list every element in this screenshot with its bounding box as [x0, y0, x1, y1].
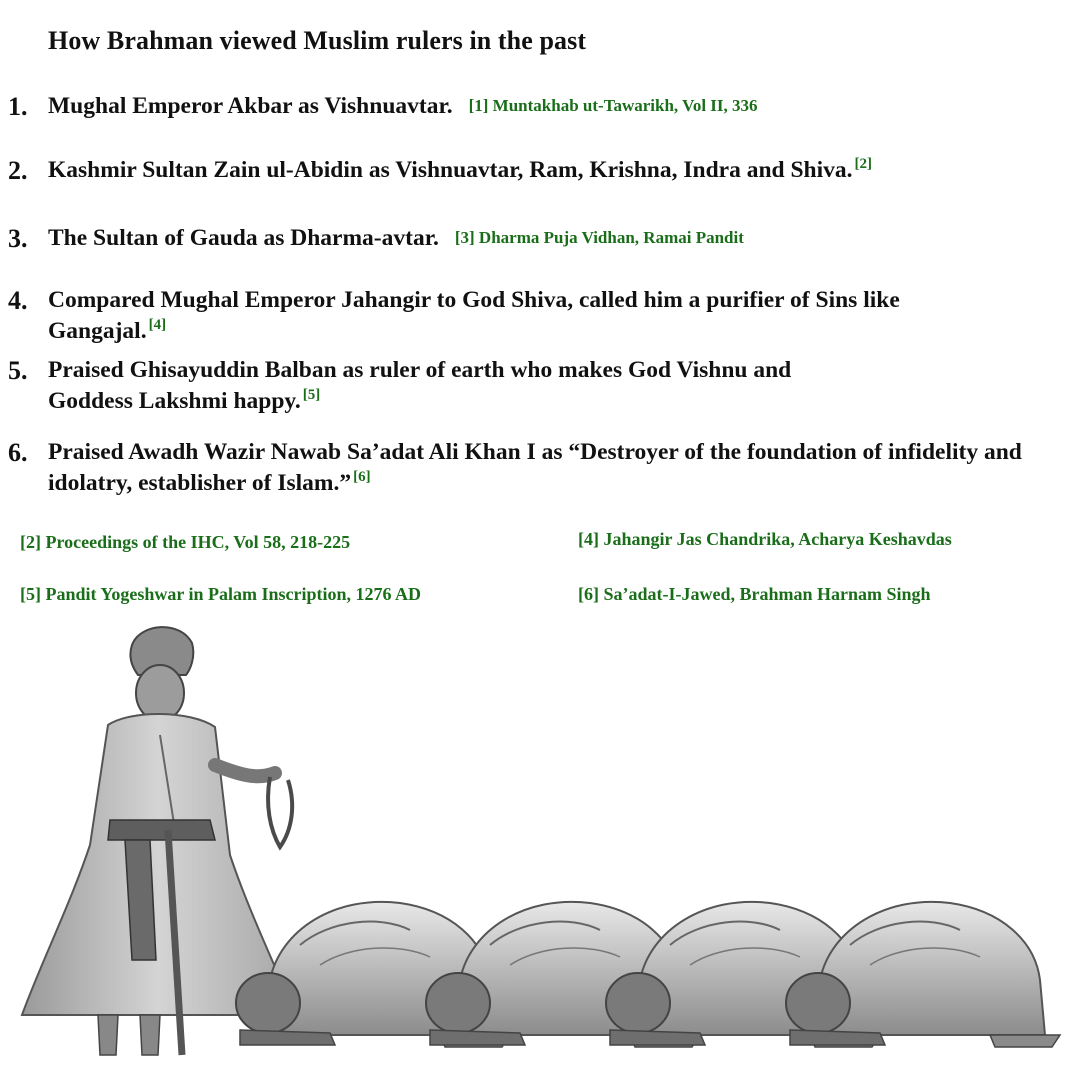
item-number: 5.: [8, 356, 28, 385]
item-number: 1.: [8, 92, 28, 121]
item-number: 6.: [8, 438, 28, 467]
list-item: [8, 355, 1074, 417]
item-text: Kashmir Sultan Zain ul-Abidin as Vishnuavtar, Ram, Krishna, Indra and Shiva.: [48, 157, 853, 183]
item-number: 3.: [8, 224, 28, 253]
item-citation: [1] Muntakhab ut-Tawarikh, Vol II, 336: [468, 96, 758, 115]
footnote-5: [5] Pandit Yogeshwar in Palam Inscription, 1276 AD: [20, 584, 422, 604]
footnote-6: [6] Sa’adat-I-Jawed, Brahman Harnam Singh: [578, 584, 931, 604]
page-title: How Brahman viewed Muslim rulers in the past: [48, 26, 587, 55]
item-text: Praised Awadh Wazir Nawab Sa’adat Ali Khan I as “Destroyer of the foundation of infidelity and idolatry, establisher of Islam.”: [48, 439, 1022, 496]
item-text: Mughal Emperor Akbar as Vishnuavtar.: [48, 93, 453, 119]
footnote-marker: [5]: [302, 387, 321, 404]
list-item: [8, 155, 1074, 186]
item-number: 4.: [8, 286, 28, 315]
footnote-2: [2] Proceedings of the IHC, Vol 58, 218-225: [20, 532, 351, 552]
item-number: 2.: [8, 156, 28, 185]
item-citation: [3] Dharma Puja Vidhan, Ramai Pandit: [454, 228, 744, 247]
footnote-marker: [2]: [854, 156, 872, 173]
item-text: Compared Mughal Emperor Jahangir to God Shiva, called him a purifier of Sins like Gangajal.: [48, 287, 900, 344]
prostrate-figures: [236, 902, 1060, 1047]
list-item: [8, 285, 1074, 347]
footnote-marker: [6]: [353, 469, 371, 486]
list-item: [8, 91, 1074, 123]
list-item: [8, 437, 1074, 499]
footnote-marker: [4]: [148, 317, 167, 334]
list-item: [8, 223, 1074, 255]
footnote-4: [4] Jahangir Jas Chandrika, Acharya Keshavdas: [578, 529, 952, 549]
item-text: Praised Ghisayuddin Balban as ruler of earth who makes God Vishnu and Goddess Lakshmi happy.: [48, 357, 792, 414]
illustration: [0, 615, 1080, 1080]
item-text: The Sultan of Gauda as Dharma-avtar.: [48, 225, 439, 251]
